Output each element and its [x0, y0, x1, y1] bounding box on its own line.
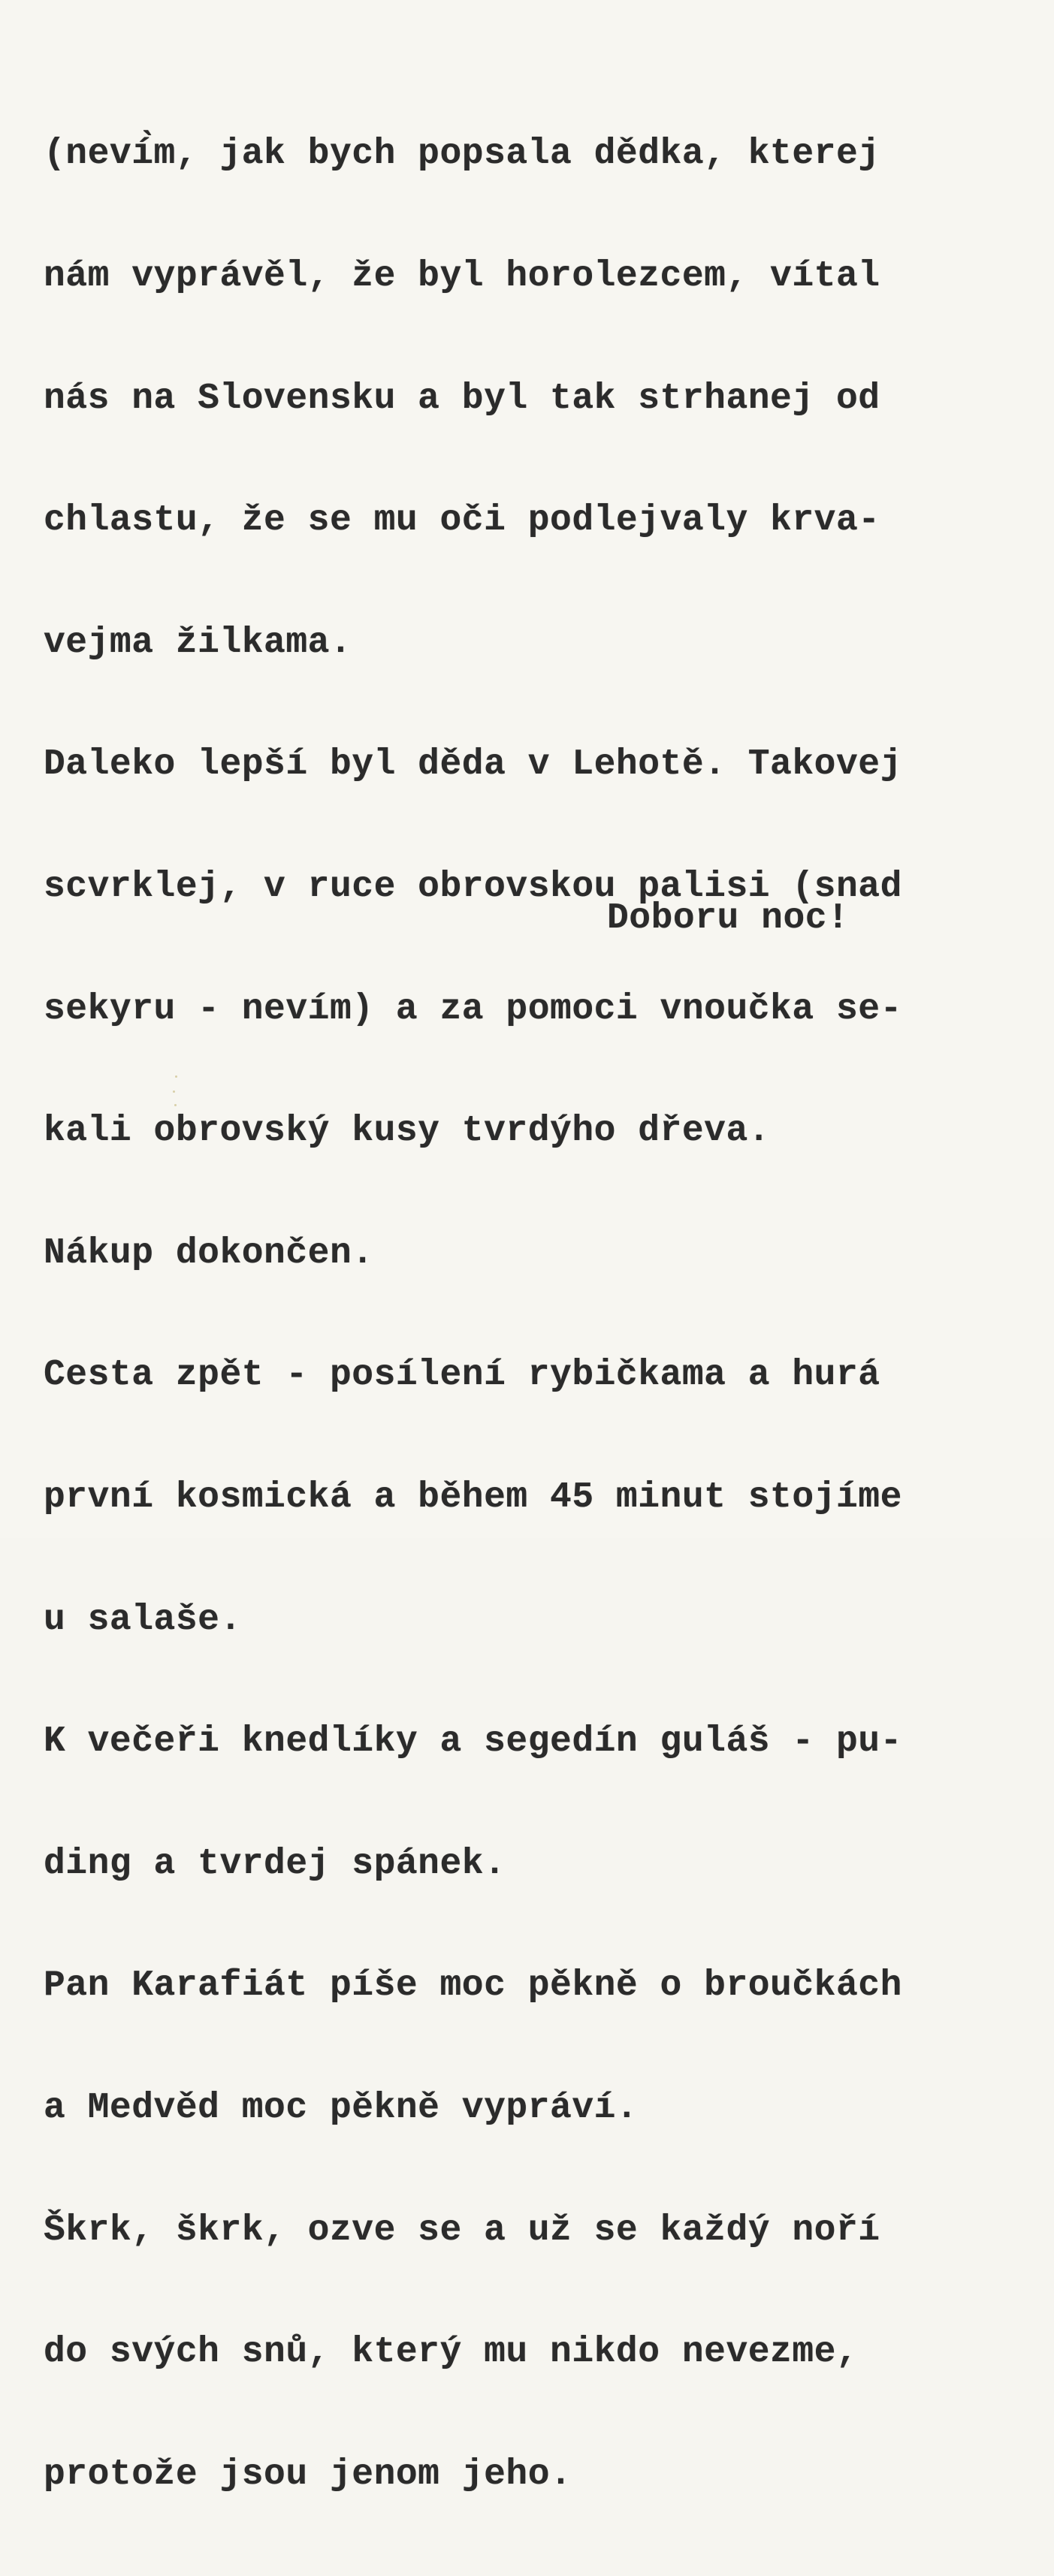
text-line-12: první kosmická a během 45 minut stojíme	[44, 1477, 902, 1518]
text-line-15: ding a tvrdej spánek.	[44, 1843, 506, 1884]
text-line-8: sekyru - nevím) a za pomoci vnoučka se-	[44, 988, 902, 1030]
text-line-14: K večeři knedlíky a segedín guláš - pu-	[44, 1721, 902, 1763]
text-line-9: kali obrovský kusy tvrdýho dřeva.	[44, 1111, 771, 1152]
text-line-5: vejma žilkama.	[44, 622, 352, 663]
text-line-13: u salaše.	[44, 1599, 242, 1640]
paper-speck	[174, 1104, 177, 1106]
text-line-10: Nákup dokončen.	[44, 1232, 374, 1274]
signoff-text: Doboru noc!	[607, 898, 850, 939]
text-line-7: scvrklej, v ruce obrovskou palisi (snad	[44, 866, 902, 907]
text-line-4: chlastu, že se mu oči podlejvaly krva-	[44, 500, 880, 541]
text-line-11: Cesta zpět - posílení rybičkama a hurá	[44, 1355, 880, 1396]
text-line-2: nám vyprávěl, že byl horolezcem, vítal	[44, 256, 880, 297]
text-line-3: nás na Slovensku a byl tak strhanej od	[44, 378, 880, 419]
text-line-17: a Medvěd moc pěkně vypráví.	[44, 2087, 639, 2128]
typed-text-block	[44, 53, 1020, 2576]
text-line-16: Pan Karafiát píše moc pěkně o broučkách	[44, 1965, 902, 2007]
text-line-1: (neví̀m, jak bych popsala dědka, kterej	[44, 134, 880, 175]
text-line-19: do svých snů, který mu nikdo nevezme,	[44, 2332, 859, 2373]
text-line-20: protože jsou jenom jeho.	[44, 2454, 572, 2495]
paper-speck	[173, 1090, 175, 1093]
text-line-6: Daleko lepší byl děda v Lehotě. Takovej	[44, 744, 902, 786]
paper-speck	[175, 1075, 177, 1078]
text-line-18: Škrk, škrk, ozve se a už se každý noří	[44, 2210, 880, 2251]
